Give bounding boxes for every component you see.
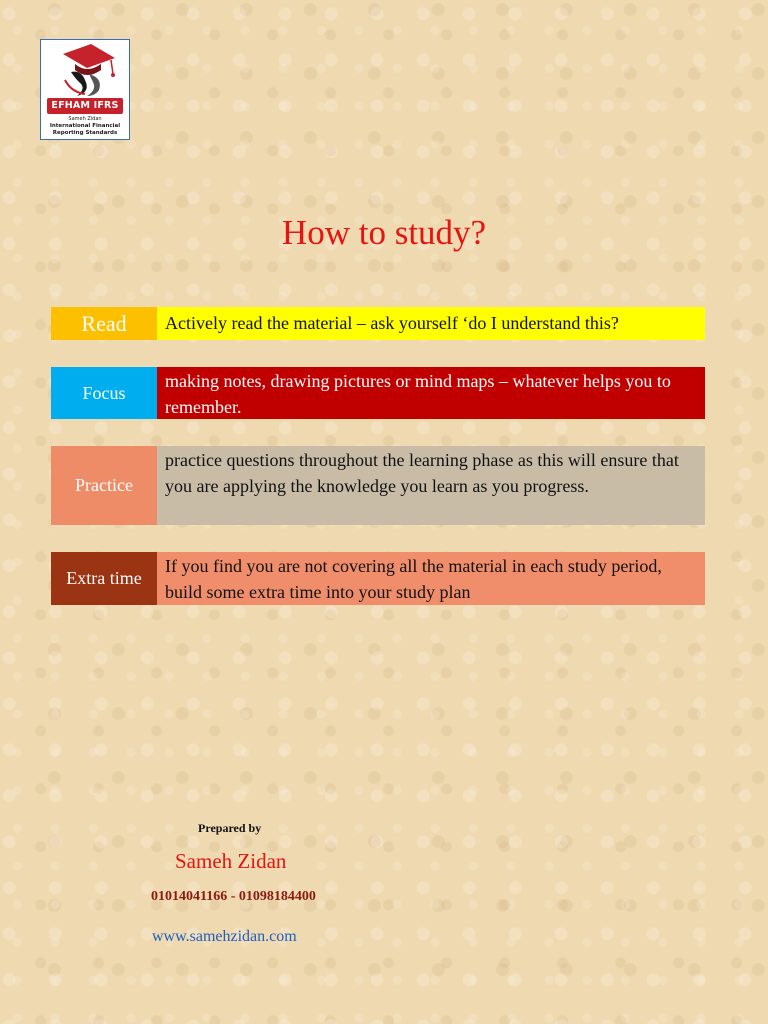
row-text: making notes, drawing pictures or mind maps – whatever helps you to remember.: [157, 367, 705, 419]
logo-tagline-line2: Reporting Standards: [52, 129, 118, 136]
logo-tagline-line1: International Financial: [49, 123, 121, 129]
logo-brand: EFHAM IFRS: [47, 98, 123, 114]
row-label: Focus: [51, 367, 157, 419]
page-title: How to study?: [281, 213, 487, 252]
study-row-focus: [51, 367, 705, 419]
row-label: Practice: [51, 446, 157, 525]
row-label: Read: [51, 307, 157, 340]
website-link[interactable]: www.samehzidan.com: [152, 928, 297, 945]
logo: [40, 39, 130, 140]
row-text: practice questions throughout the learning phase as this will ensure that you are applying the knowledge you learn as you progress.: [157, 446, 705, 525]
graduation-cap-icon: [41, 40, 129, 100]
study-row-extra-time: [51, 552, 705, 605]
study-row-read: [51, 307, 705, 340]
logo-author: Sameh Zidan: [68, 116, 102, 122]
row-text: If you find you are not covering all the material in each study period, build some extra time into your study plan: [157, 552, 705, 605]
logo-tagline: [43, 123, 127, 136]
study-row-practice: [51, 446, 705, 525]
row-text: Actively read the material – ask yourself ‘do I understand this?: [157, 307, 705, 340]
author-name: Sameh Zidan: [175, 849, 287, 873]
row-label: Extra time: [51, 552, 157, 605]
prepared-by-label: Prepared by: [198, 821, 262, 835]
phone-numbers: 01014041166 - 01098184400: [151, 889, 316, 904]
